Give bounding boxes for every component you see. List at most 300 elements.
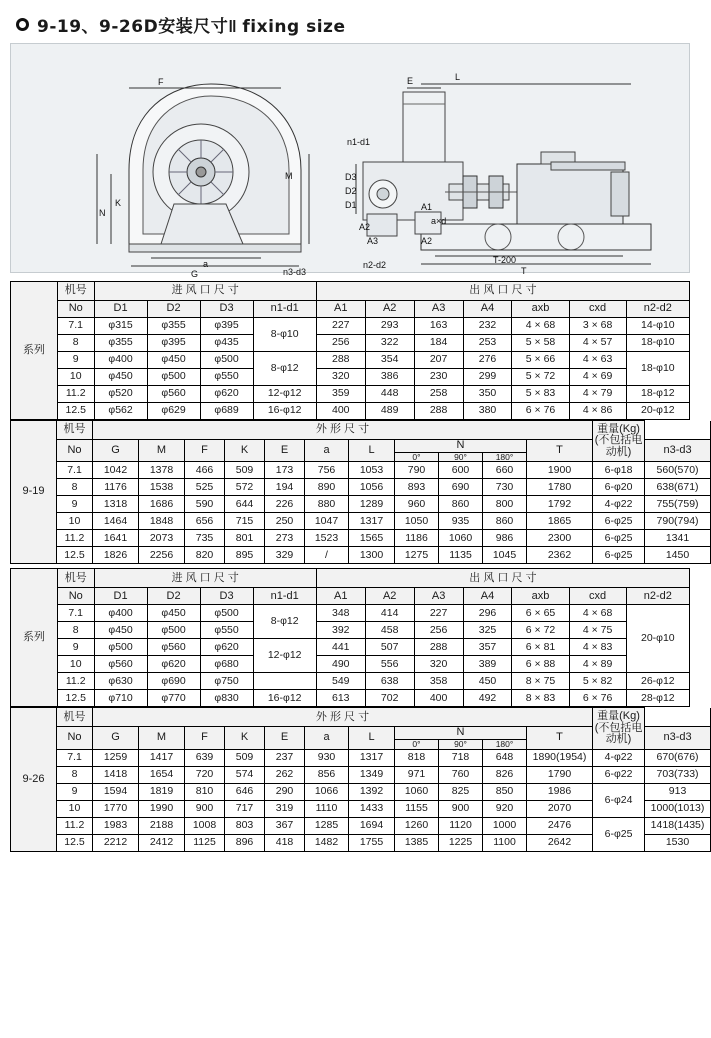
series-label-col: 系列 [11, 569, 58, 707]
cell-n0: 1155 [395, 800, 439, 817]
table-row [11, 605, 690, 622]
cell-d2: φ500 [147, 369, 200, 386]
dim-label-n2d2: n2-d2 [363, 260, 387, 270]
col-n-180: 180° [495, 739, 514, 750]
cell-a: 1047 [305, 513, 349, 530]
page-title-en: fixing size [242, 17, 346, 37]
cell-d3: φ620 [200, 639, 253, 656]
cell-weight: 790(794) [645, 513, 711, 530]
col-axb: axb [512, 301, 569, 318]
cell-no: 12.5 [57, 547, 93, 564]
cell-no: 11.2 [57, 530, 93, 547]
cell-weight: 703(733) [645, 766, 711, 783]
cell-weight: 560(570) [645, 462, 711, 479]
col-m: M [139, 440, 185, 462]
dim-label-M: M [285, 171, 293, 181]
cell-d2: φ770 [147, 690, 200, 707]
cell-k: 803 [225, 817, 265, 834]
cell-axb: 8 × 75 [512, 673, 569, 690]
cell-cxd: 4 × 57 [569, 335, 626, 352]
cell-m: 1378 [139, 462, 185, 479]
cell-n90: 760 [439, 766, 483, 783]
col-f: F [185, 440, 225, 462]
cell-f: 735 [185, 530, 225, 547]
cell-n3d3: 4-φ22 [593, 496, 645, 513]
cell-a2: 354 [365, 352, 414, 369]
cell-d1: φ355 [94, 335, 147, 352]
cell-a3: 358 [414, 673, 463, 690]
cell-a2: 638 [365, 673, 414, 690]
cell-d1: φ630 [94, 673, 147, 690]
cell-d2: φ560 [147, 386, 200, 403]
cell-n3d3: 6-φ22 [593, 766, 645, 783]
cell-a1: 613 [316, 690, 365, 707]
table-row [11, 547, 711, 564]
cell-d1: φ400 [94, 605, 147, 622]
table-row [11, 690, 690, 707]
cell-cxd: 4 × 69 [569, 369, 626, 386]
cell-d2: φ560 [147, 639, 200, 656]
cell-a3: 227 [414, 605, 463, 622]
cell-a2: 489 [365, 403, 414, 420]
cell-weight: 1530 [645, 834, 711, 851]
cell-f: 1008 [185, 817, 225, 834]
dim-label-n3d3: n3-d3 [283, 267, 307, 277]
inlet-group-header: 进 风 口 尺 寸 [94, 569, 316, 588]
cell-a1: 288 [316, 352, 365, 369]
cell-n2d2: 20-φ12 [626, 403, 689, 420]
cell-d2: φ629 [147, 403, 200, 420]
cell-m: 2188 [139, 817, 185, 834]
cell-n1d1: 12-φ12 [253, 639, 316, 673]
cell-a1: 490 [316, 656, 365, 673]
cell-a3: 258 [414, 386, 463, 403]
cell-n90: 718 [439, 749, 483, 766]
cell-a4: 450 [463, 673, 512, 690]
dim-label-E: E [407, 76, 414, 86]
cell-d2: φ690 [147, 673, 200, 690]
col-n1d1: n1-d1 [253, 588, 316, 605]
col-n1d1: n1-d1 [253, 301, 316, 318]
col-l: L [349, 440, 395, 462]
cell-n1d1: 16-φ12 [253, 403, 316, 420]
cell-g: 1594 [93, 783, 139, 800]
cell-d2: φ620 [147, 656, 200, 673]
cell-n3d3: 6-φ25 [593, 513, 645, 530]
cell-n3d3: 6-φ25 [593, 547, 645, 564]
col-k: K [225, 440, 265, 462]
cell-f: 525 [185, 479, 225, 496]
col-a3: A3 [414, 588, 463, 605]
col-t: T [527, 727, 593, 749]
cell-a4: 253 [463, 335, 512, 352]
col-a4: A4 [463, 301, 512, 318]
cell-no: 7.1 [57, 318, 94, 335]
cell-e: 173 [265, 462, 305, 479]
col-n-label: N [395, 440, 526, 453]
cell-m: 1990 [139, 800, 185, 817]
cell-n3d3: 6-φ24 [593, 783, 645, 817]
cell-axb: 5 × 66 [512, 352, 569, 369]
cell-d1: φ315 [94, 318, 147, 335]
dim-label-K: K [115, 198, 122, 208]
cell-d1: φ562 [94, 403, 147, 420]
cell-cxd: 4 × 63 [569, 352, 626, 369]
cell-n0: 893 [395, 479, 439, 496]
cell-n180: 1000 [483, 817, 527, 834]
table-row [11, 749, 711, 766]
cell-f: 590 [185, 496, 225, 513]
cell-k: 644 [225, 496, 265, 513]
cell-a2: 556 [365, 656, 414, 673]
cell-a4: 325 [463, 622, 512, 639]
cell-t: 2476 [527, 817, 593, 834]
cell-n0: 1050 [395, 513, 439, 530]
cell-n2d2: 14-φ10 [626, 318, 689, 335]
cell-cxd: 6 × 76 [569, 690, 626, 707]
col-e: E [265, 440, 305, 462]
cell-a1: 256 [316, 335, 365, 352]
cell-l: 1317 [349, 513, 395, 530]
cell-f: 656 [185, 513, 225, 530]
cell-weight: 1341 [645, 530, 711, 547]
cell-l: 1349 [349, 766, 395, 783]
cell-l: 1056 [349, 479, 395, 496]
col-a: a [305, 440, 349, 462]
cell-a3: 400 [414, 690, 463, 707]
cell-n2d2: 18-φ12 [626, 386, 689, 403]
cell-n1d1: 8-φ10 [253, 318, 316, 352]
cell-n1d1: 12-φ12 [253, 386, 316, 403]
cell-n0: 1385 [395, 834, 439, 851]
cell-n0: 790 [395, 462, 439, 479]
cell-n180: 660 [483, 462, 527, 479]
cell-a4: 380 [463, 403, 512, 420]
cell-n180: 860 [483, 513, 527, 530]
cell-d3: φ830 [200, 690, 253, 707]
cell-a4: 296 [463, 605, 512, 622]
table-row [11, 513, 711, 530]
cell-k: 574 [225, 766, 265, 783]
cell-no: 12.5 [57, 403, 94, 420]
cell-g: 1983 [93, 817, 139, 834]
cell-a4: 276 [463, 352, 512, 369]
cell-n3d3: 6-φ20 [593, 479, 645, 496]
col-a1: A1 [316, 588, 365, 605]
cell-a: 890 [305, 479, 349, 496]
cell-n180: 648 [483, 749, 527, 766]
dim-label-a: a [203, 259, 209, 269]
table-9-19-outline [10, 420, 711, 564]
cell-n0: 1275 [395, 547, 439, 564]
cell-d3: φ550 [200, 369, 253, 386]
cell-no: 9 [57, 496, 93, 513]
cell-no: 9 [57, 639, 94, 656]
cell-n3d3: 6-φ25 [593, 530, 645, 547]
cell-weight: 913 [645, 783, 711, 800]
cell-no: 11.2 [57, 673, 94, 690]
col-cxd: cxd [569, 588, 626, 605]
cell-n180: 730 [483, 479, 527, 496]
cell-d3: φ550 [200, 622, 253, 639]
cell-k: 895 [225, 547, 265, 564]
table-row [11, 673, 690, 690]
model-header: 机号 [57, 282, 94, 301]
cell-a1: 441 [316, 639, 365, 656]
cell-m: 1686 [139, 496, 185, 513]
table-row [11, 817, 711, 834]
cell-a1: 348 [316, 605, 365, 622]
cell-axb: 5 × 83 [512, 386, 569, 403]
cell-g: 1418 [93, 766, 139, 783]
table-row [11, 318, 690, 335]
cell-n180: 850 [483, 783, 527, 800]
cell-cxd: 4 × 86 [569, 403, 626, 420]
table-row [11, 622, 690, 639]
cell-cxd: 5 × 82 [569, 673, 626, 690]
cell-e: 262 [265, 766, 305, 783]
cell-no: 12.5 [57, 690, 94, 707]
cell-m: 2412 [139, 834, 185, 851]
col-n-0: 0° [395, 740, 439, 749]
cell-d3: φ500 [200, 352, 253, 369]
cell-m: 1538 [139, 479, 185, 496]
cell-d1: φ450 [94, 369, 147, 386]
col-cxd: cxd [569, 301, 626, 318]
cell-d3: φ395 [200, 318, 253, 335]
cell-f: 900 [185, 800, 225, 817]
table-row [11, 588, 690, 605]
cell-a4: 299 [463, 369, 512, 386]
cell-f: 720 [185, 766, 225, 783]
cell-a: 756 [305, 462, 349, 479]
page-header [10, 8, 690, 43]
cell-a2: 458 [365, 622, 414, 639]
cell-e: 367 [265, 817, 305, 834]
model-header: 机号 [57, 708, 93, 727]
cell-d1: φ710 [94, 690, 147, 707]
cell-a1: 227 [316, 318, 365, 335]
cell-k: 715 [225, 513, 265, 530]
col-no: No [57, 301, 94, 318]
cell-a4: 232 [463, 318, 512, 335]
cell-t: 1890(1954) [527, 749, 593, 766]
col-d2: D2 [147, 588, 200, 605]
cell-d3: φ500 [200, 605, 253, 622]
cell-k: 896 [225, 834, 265, 851]
cell-n90: 935 [439, 513, 483, 530]
cell-m: 1417 [139, 749, 185, 766]
dim-label-A2: A2 [359, 222, 371, 232]
dim-label-L: L [455, 72, 461, 82]
cell-e: 250 [265, 513, 305, 530]
cell-a1: 392 [316, 622, 365, 639]
cell-axb: 5 × 58 [512, 335, 569, 352]
weight-header: 重量(Kg) (不包括电动机) [593, 708, 645, 749]
dim-label-D2: D2 [345, 186, 357, 196]
page-title-cjk: 9-19、9-26D安装尺寸 [37, 17, 229, 37]
cell-a3: 184 [414, 335, 463, 352]
cell-k: 509 [225, 462, 265, 479]
cell-weight: 755(759) [645, 496, 711, 513]
cell-a3: 320 [414, 656, 463, 673]
cell-e: 273 [265, 530, 305, 547]
inlet-group-header: 进 风 口 尺 寸 [94, 282, 316, 301]
cell-d1: φ500 [94, 639, 147, 656]
cell-l: 1433 [349, 800, 395, 817]
col-g: G [93, 440, 139, 462]
cell-l: 1565 [349, 530, 395, 547]
cell-l: 1694 [349, 817, 395, 834]
table-row [11, 301, 690, 318]
cell-d1: φ560 [94, 656, 147, 673]
cell-n90: 825 [439, 783, 483, 800]
cell-no: 7.1 [57, 605, 94, 622]
outlet-group-header: 出 风 口 尺 寸 [316, 569, 689, 588]
cell-a: 1523 [305, 530, 349, 547]
cell-e: 226 [265, 496, 305, 513]
cell-k: 717 [225, 800, 265, 817]
cell-d2: φ450 [147, 352, 200, 369]
cell-f: 820 [185, 547, 225, 564]
dim-label-n1d1: n1-d1 [347, 137, 371, 147]
cell-a: 856 [305, 766, 349, 783]
cell-axb: 4 × 68 [512, 318, 569, 335]
cell-a2: 448 [365, 386, 414, 403]
col-n3d3: n3-d3 [645, 440, 711, 462]
cell-f: 639 [185, 749, 225, 766]
cell-e: 194 [265, 479, 305, 496]
col-a1: A1 [316, 301, 365, 318]
cell-l: 1300 [349, 547, 395, 564]
cell-g: 1318 [93, 496, 139, 513]
col-a2: A2 [365, 301, 414, 318]
cell-n1d1 [253, 673, 316, 690]
cell-a1: 549 [316, 673, 365, 690]
cell-axb: 6 × 72 [512, 622, 569, 639]
cell-t: 1986 [527, 783, 593, 800]
model-header: 机号 [57, 569, 94, 588]
cell-d2: φ450 [147, 605, 200, 622]
cell-a4: 492 [463, 690, 512, 707]
cell-no: 10 [57, 656, 94, 673]
cell-n90: 860 [439, 496, 483, 513]
cell-g: 1259 [93, 749, 139, 766]
cell-a3: 256 [414, 622, 463, 639]
cell-a2: 414 [365, 605, 414, 622]
dim-label-A4: A2 [421, 236, 433, 246]
table-row [11, 462, 711, 479]
col-axb: axb [512, 588, 569, 605]
cell-l: 1755 [349, 834, 395, 851]
table-row [11, 282, 690, 301]
cell-d3: φ620 [200, 386, 253, 403]
cell-t: 1792 [527, 496, 593, 513]
col-n-group [395, 440, 527, 462]
cell-m: 1819 [139, 783, 185, 800]
col-d1: D1 [94, 588, 147, 605]
cell-t: 1900 [527, 462, 593, 479]
cell-m: 2256 [139, 547, 185, 564]
cell-n0: 1186 [395, 530, 439, 547]
cell-axb: 6 × 88 [512, 656, 569, 673]
cell-no: 9 [57, 352, 94, 369]
cell-n180: 800 [483, 496, 527, 513]
cell-axb: 6 × 76 [512, 403, 569, 420]
col-a4: A4 [463, 588, 512, 605]
table-9-19-inlet-outlet [10, 281, 690, 420]
cell-d2: φ500 [147, 622, 200, 639]
table-row [11, 530, 711, 547]
dim-label-T200: T-200 [493, 255, 517, 265]
table-9-26-inlet-outlet [10, 568, 690, 707]
weight-header: 重量(Kg) (不包括电动机) [593, 421, 645, 462]
cell-t: 2362 [527, 547, 593, 564]
cell-axb: 6 × 81 [512, 639, 569, 656]
cell-n90: 1060 [439, 530, 483, 547]
cell-a: 1110 [305, 800, 349, 817]
cell-t: 1790 [527, 766, 593, 783]
cell-d3: φ680 [200, 656, 253, 673]
cell-l: 1289 [349, 496, 395, 513]
cell-a3: 163 [414, 318, 463, 335]
cell-n1d1: 16-φ12 [253, 690, 316, 707]
cell-n90: 690 [439, 479, 483, 496]
cell-a: 880 [305, 496, 349, 513]
cell-k: 572 [225, 479, 265, 496]
cell-a: 1482 [305, 834, 349, 851]
cell-a2: 322 [365, 335, 414, 352]
dim-label-N: N [99, 208, 106, 218]
cell-n90: 600 [439, 462, 483, 479]
cell-weight: 1418(1435) [645, 817, 711, 834]
col-e: E [265, 727, 305, 749]
cell-no: 9 [57, 783, 93, 800]
cell-g: 1042 [93, 462, 139, 479]
cell-n0: 960 [395, 496, 439, 513]
drawing-svg [11, 44, 689, 279]
cell-t: 1865 [527, 513, 593, 530]
table-row [11, 656, 690, 673]
table-row [11, 479, 711, 496]
table-row [11, 403, 690, 420]
cell-cxd: 4 × 75 [569, 622, 626, 639]
cell-a3: 230 [414, 369, 463, 386]
cell-no: 8 [57, 622, 94, 639]
table-row [11, 421, 711, 440]
col-n-90: 90° [439, 453, 483, 462]
cell-a: 930 [305, 749, 349, 766]
col-a: a [305, 727, 349, 749]
cell-d3: φ435 [200, 335, 253, 352]
page-title [37, 12, 345, 37]
col-no: No [57, 727, 93, 749]
cell-n90: 1135 [439, 547, 483, 564]
cell-f: 810 [185, 783, 225, 800]
cell-n0: 818 [395, 749, 439, 766]
col-n-180: 180° [495, 451, 514, 462]
dim-label-D3: D3 [345, 172, 357, 182]
cell-a1: 359 [316, 386, 365, 403]
cell-t: 2642 [527, 834, 593, 851]
series-label-9-19: 9-19 [11, 421, 57, 564]
cell-d1: φ450 [94, 622, 147, 639]
cell-weight: 1000(1013) [645, 800, 711, 817]
table-row [11, 352, 690, 369]
cell-e: 329 [265, 547, 305, 564]
cell-g: 1464 [93, 513, 139, 530]
cell-a4: 350 [463, 386, 512, 403]
